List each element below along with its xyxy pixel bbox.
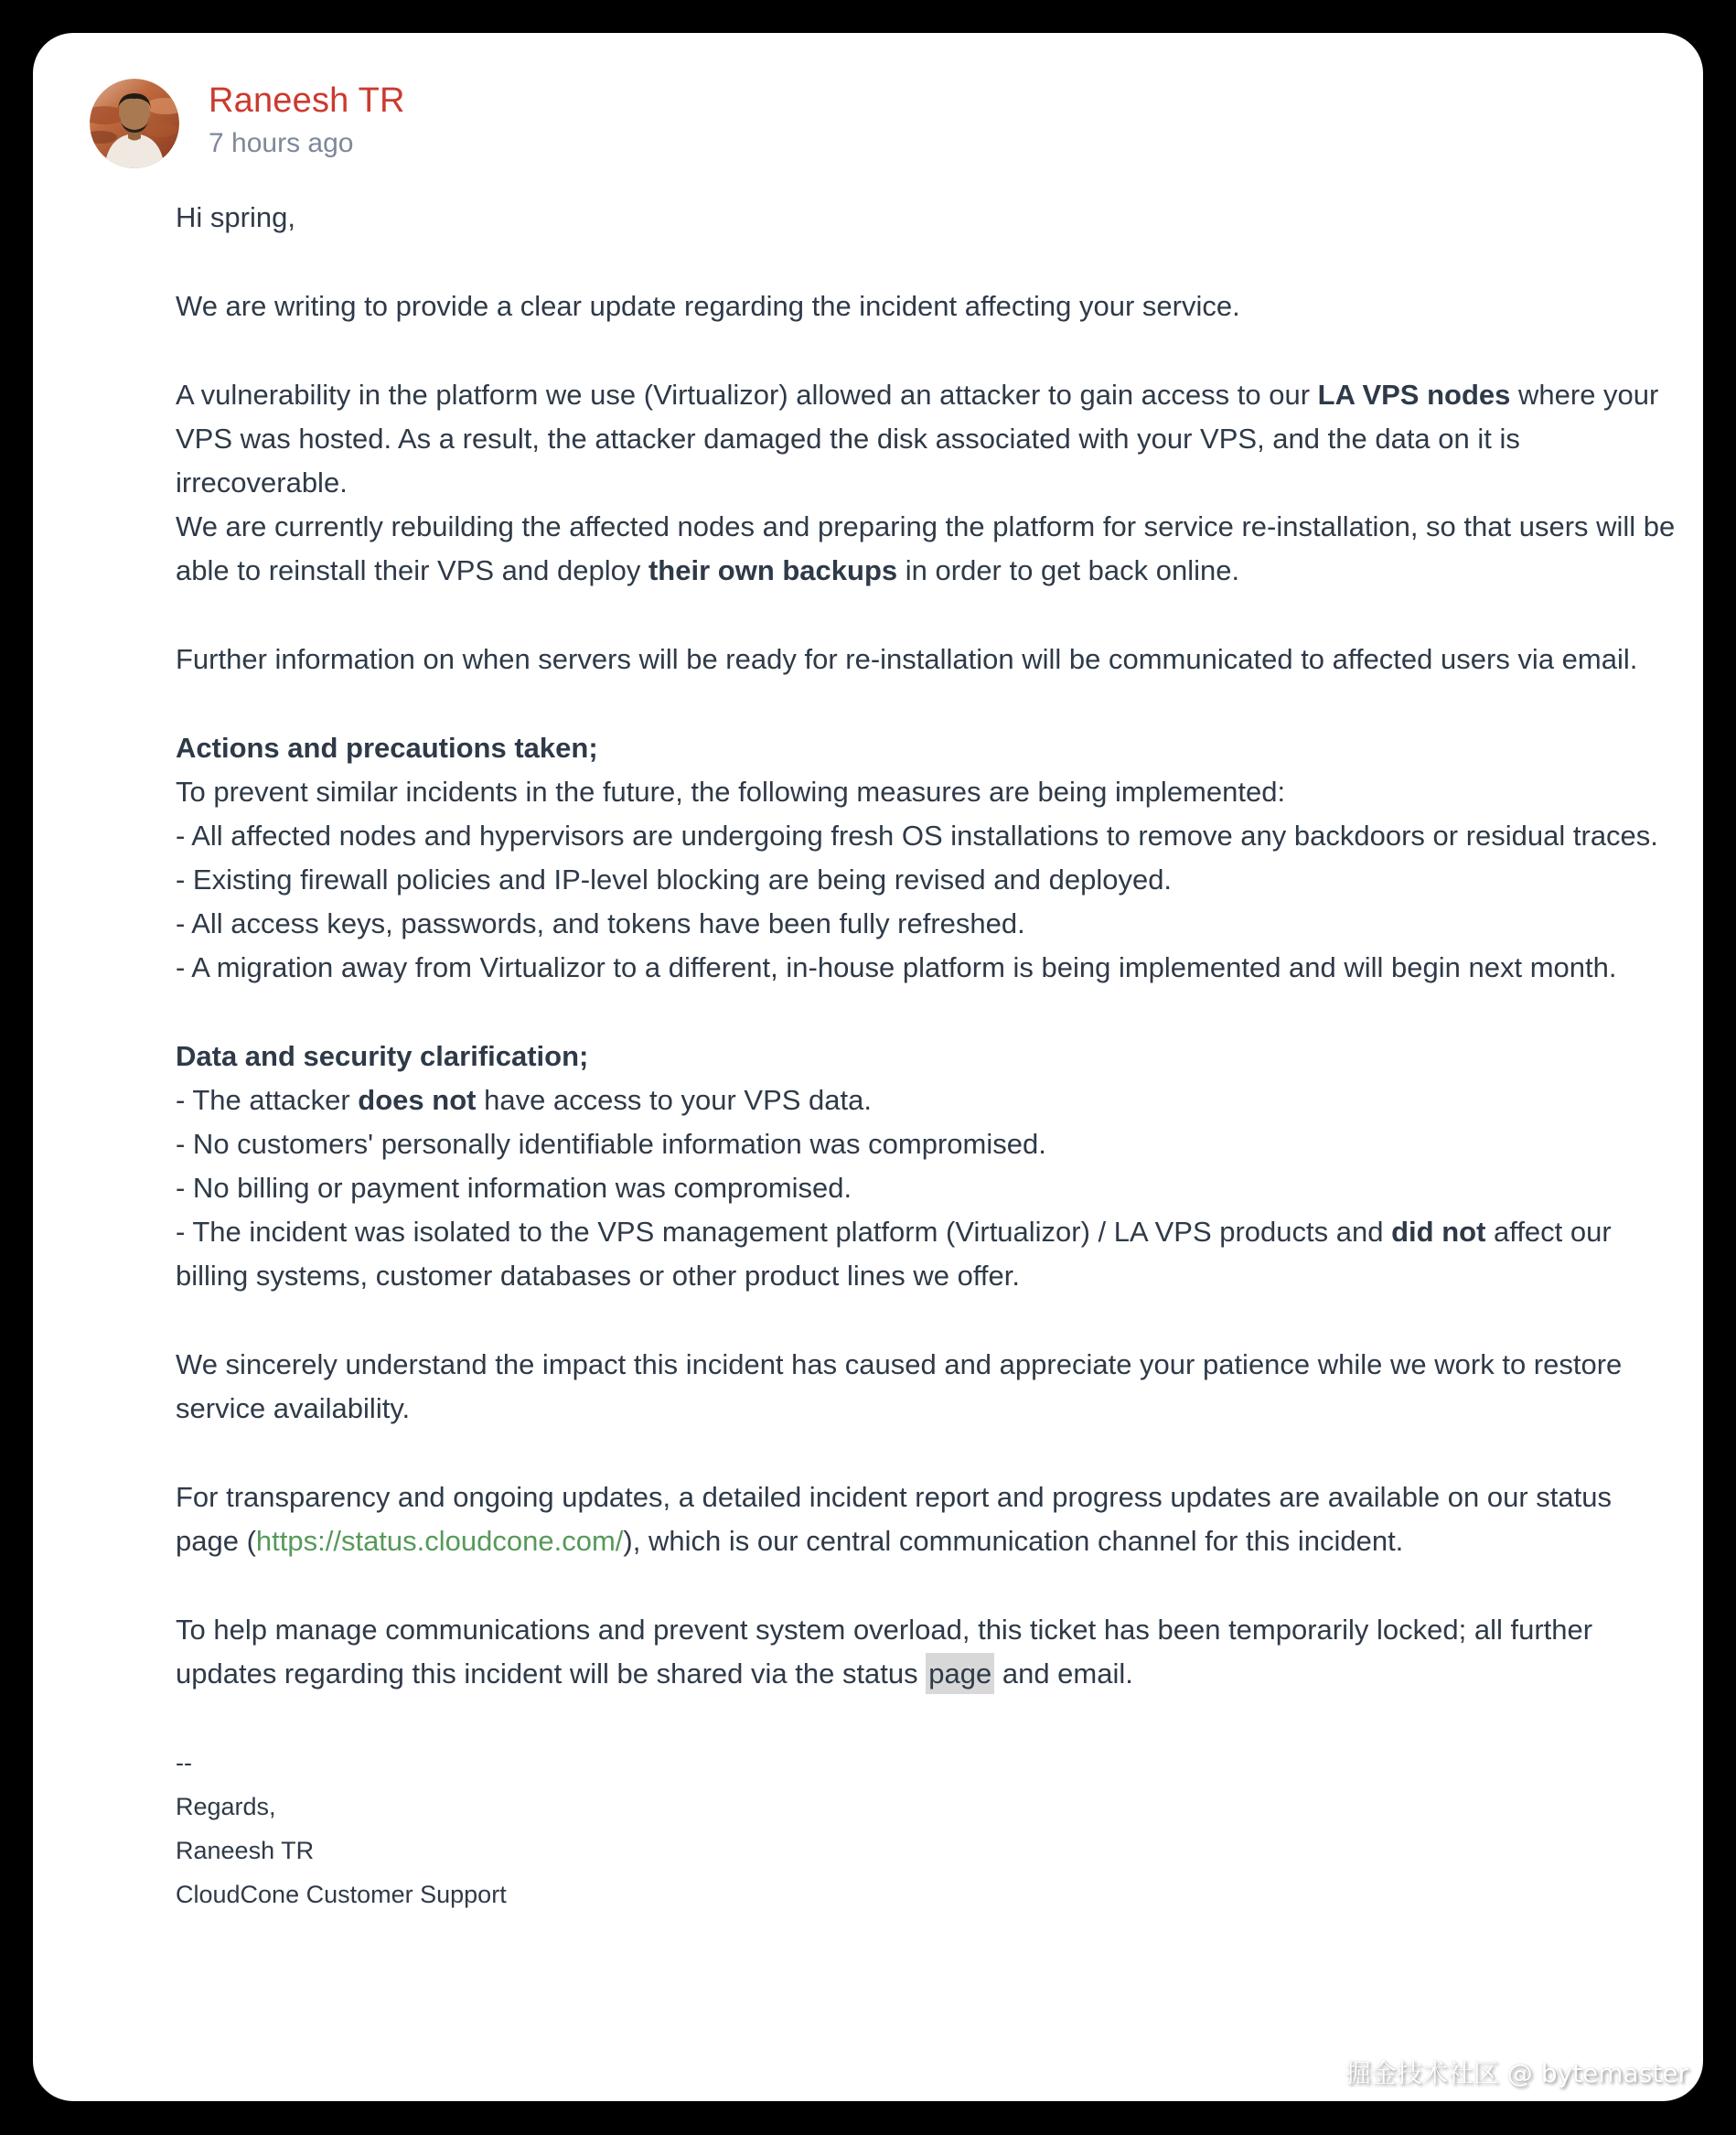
ticket-reply-card [33, 33, 1703, 2101]
message-body [176, 196, 1679, 1916]
signature-line: Regards, [176, 1793, 276, 1820]
message-paragraph [176, 1608, 1679, 1696]
text-segment: - All affected nodes and hypervisors are undergoing fresh OS installations to remove any backdoors or residual traces. [176, 820, 1658, 852]
text-segment: - The attacker [176, 1084, 359, 1116]
text-segment: LA VPS nodes [1317, 379, 1511, 411]
text-segment: To help manage communications and prevent system overload, this ticket has been temporarily locked; all further updates regarding this incident will be shared via the status [176, 1614, 1593, 1690]
reply-header [90, 79, 405, 168]
message-paragraph [176, 726, 1679, 990]
text-segment: - All access keys, passwords, and tokens have been fully refreshed. [176, 907, 1025, 939]
text-segment: For transparency and ongoing updates, a detailed incident report and progress updates are available on our status page ( [176, 1481, 1612, 1557]
status-page-link[interactable]: https://status.cloudcone.com/ [255, 1525, 624, 1557]
text-segment: - No customers' personally identifiable information was compromised. [176, 1128, 1046, 1160]
text-segment: did not [1391, 1216, 1486, 1248]
text-segment: We sincerely understand the impact this incident has caused and appreciate your patience while we work to restore service availability. [176, 1348, 1623, 1424]
watermark: 掘金技术社区 @ bytemaster [1345, 2058, 1688, 2088]
highlighted-text: page [926, 1653, 994, 1694]
text-segment: their own backups [648, 554, 898, 586]
header-text [209, 79, 405, 161]
text-segment: Hi spring, [176, 201, 295, 233]
signature-line: -- [176, 1749, 192, 1776]
text-segment: - The incident was isolated to the VPS management platform (Virtualizor) / LA VPS products and [176, 1216, 1392, 1248]
text-segment: does not [358, 1084, 477, 1116]
avatar-photo [90, 79, 179, 168]
text-segment: We are currently rebuilding the affected nodes and preparing the platform for service re-installation, so that users will be able to reinstall their VPS and deploy [176, 510, 1676, 586]
message-paragraphs [176, 196, 1679, 1696]
avatar [90, 79, 179, 168]
text-segment: ), which is our central communication channel for this incident. [623, 1525, 1404, 1557]
message-paragraph [176, 1343, 1679, 1431]
text-segment: A vulnerability in the platform we use (Virtualizor) allowed an attacker to gain access to our [176, 379, 1318, 411]
signature [176, 1741, 1679, 1916]
text-segment: in order to get back online. [897, 554, 1240, 586]
text-segment: - Existing firewall policies and IP-level blocking are being revised and deployed. [176, 864, 1173, 896]
text-segment: Actions and precautions taken; [176, 732, 598, 764]
text-segment: - No billing or payment information was compromised. [176, 1172, 852, 1204]
text-segment: affect our billing systems, customer databases or other product lines we offer. [176, 1216, 1612, 1292]
message-paragraph [176, 638, 1679, 681]
author-name: Raneesh TR [209, 81, 405, 120]
message-paragraph [176, 196, 1679, 240]
message-paragraph [176, 284, 1679, 328]
text-segment: have access to your VPS data. [476, 1084, 872, 1116]
text-segment: where your VPS was hosted. As a result, the attacker damaged the disk associated with your VPS, and the data on it is irrecoverable. [176, 379, 1659, 499]
message-paragraph [176, 1475, 1679, 1563]
text-segment: - A migration away from Virtualizor to a different, in-house platform is being implemented and will begin next month. [176, 951, 1617, 983]
text-segment: Data and security clarification; [176, 1040, 589, 1072]
message-paragraph [176, 373, 1679, 593]
text-segment: Further information on when servers will be ready for re-installation will be communicated to affected users via email. [176, 643, 1638, 675]
signature-line: CloudCone Customer Support [176, 1881, 507, 1908]
signature-line: Raneesh TR [176, 1837, 315, 1864]
timestamp: 7 hours ago [209, 128, 354, 158]
text-segment: We are writing to provide a clear update regarding the incident affecting your service. [176, 290, 1240, 322]
text-segment: To prevent similar incidents in the future, the following measures are being implemented: [176, 776, 1286, 808]
text-segment: and email. [994, 1658, 1133, 1690]
message-paragraph [176, 1035, 1679, 1298]
